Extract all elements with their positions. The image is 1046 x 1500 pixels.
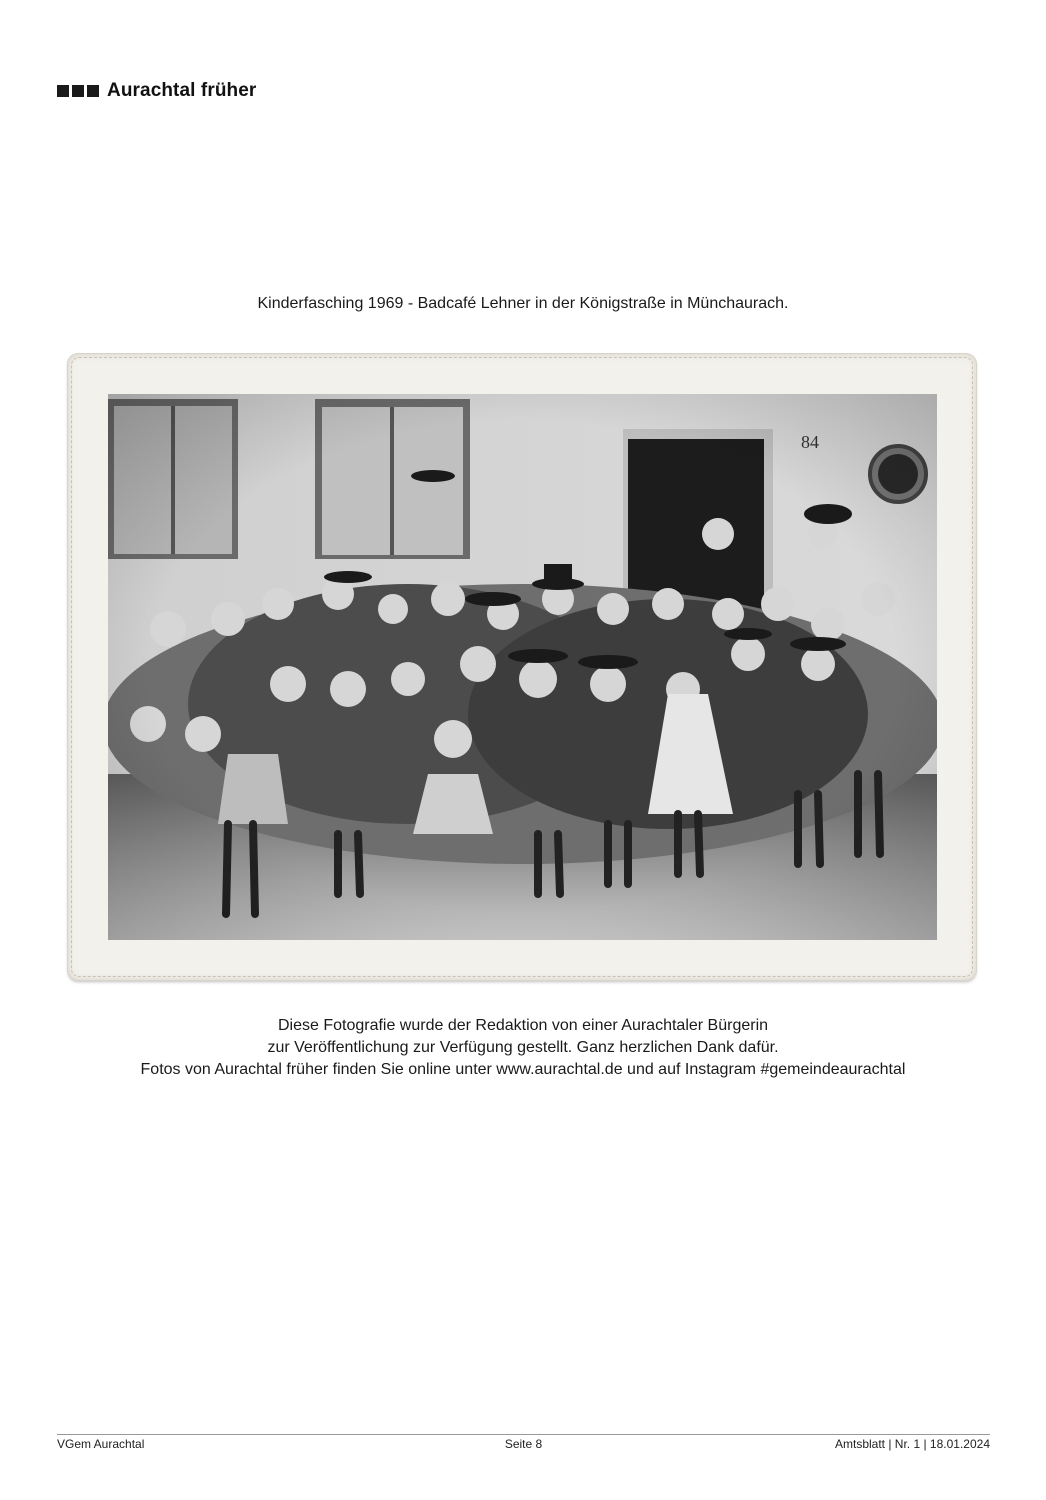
- page-footer: [57, 1437, 990, 1453]
- section-title: Aurachtal früher: [107, 80, 257, 101]
- photo-caption-top: Kinderfasching 1969 - Badcafé Lehner in der Königstraße in Münchaurach.: [257, 295, 789, 312]
- photo-caption-bottom: [0, 1015, 1046, 1081]
- footer-issue: Amtsblatt | Nr. 1 | 18.01.2024: [835, 1437, 990, 1451]
- footer-publisher: VGem Aurachtal: [57, 1437, 145, 1451]
- footer-divider: [57, 1434, 990, 1435]
- caption-line-2: zur Veröffentlichung zur Verfügung gestellt. Ganz herzlichen Dank dafür.: [267, 1039, 779, 1056]
- section-header: [57, 80, 256, 102]
- caption-line-3: Fotos von Aurachtal früher finden Sie online unter www.aurachtal.de und auf Instagram #gemeindeaurachtal: [140, 1061, 906, 1078]
- historic-photo: [68, 354, 976, 980]
- photo-image: [108, 394, 937, 940]
- caption-line-1: Diese Fotografie wurde der Redaktion von einer Aurachtaler Bürgerin: [277, 1017, 769, 1034]
- header-squares-icon: [57, 85, 99, 97]
- footer-page-number: Seite 8: [504, 1437, 543, 1451]
